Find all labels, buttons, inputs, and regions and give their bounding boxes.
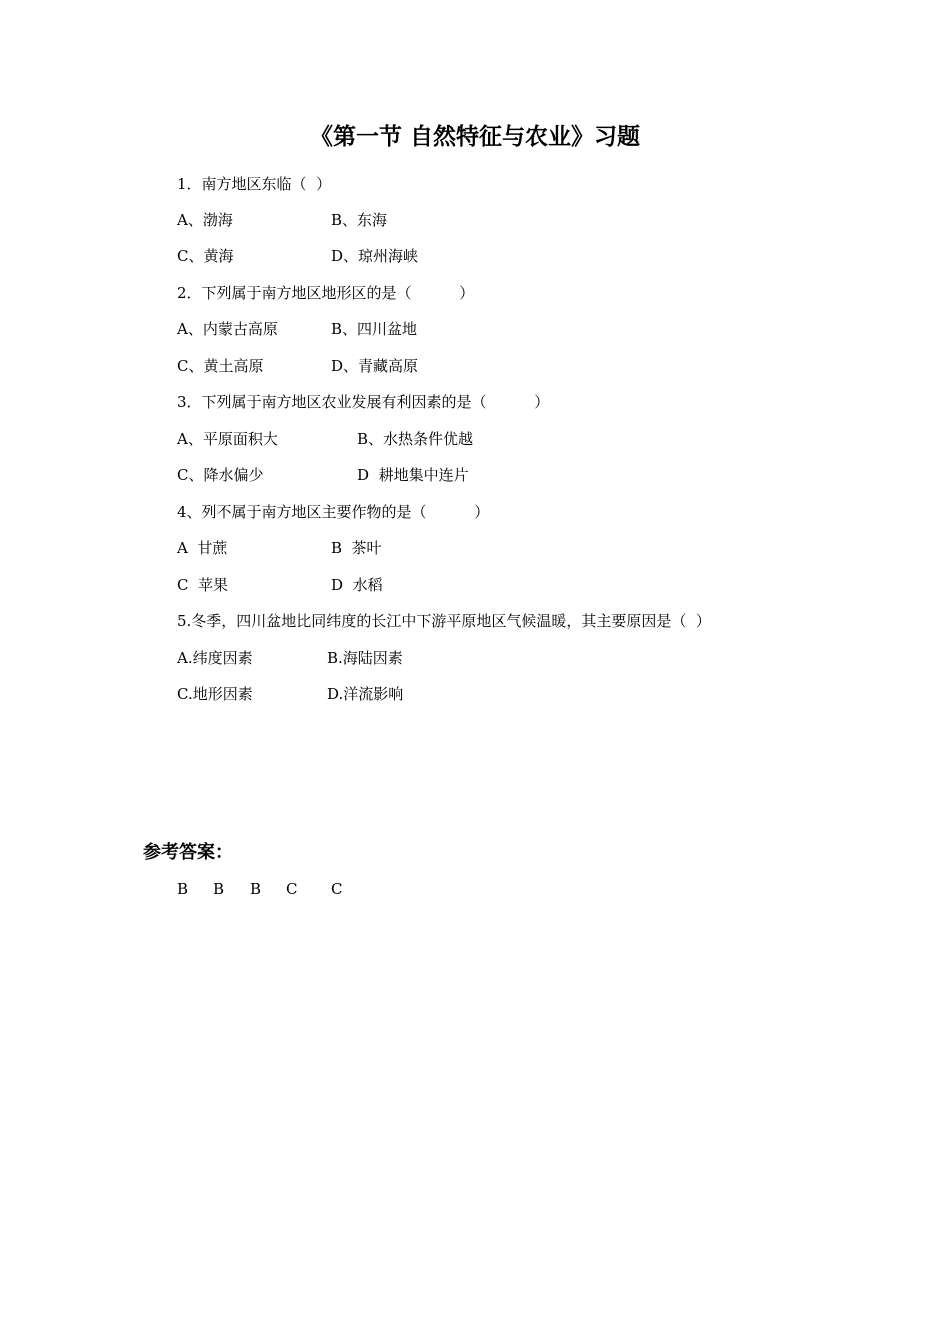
question-2-option-d: D、青藏高原: [331, 357, 419, 375]
answer-5: C: [331, 880, 343, 898]
answer-4: C: [286, 880, 298, 898]
question-5-option-d: D.洋流影响: [327, 685, 404, 703]
question-3-option-a: A、平原面积大: [177, 430, 278, 448]
question-1-stem: 1．南方地区东临（ ）: [177, 175, 332, 193]
question-3-option-b: B、水热条件优越: [357, 430, 474, 448]
question-4-option-a: A 甘蔗: [177, 539, 228, 557]
question-1-option-a: A、渤海: [177, 211, 233, 229]
question-3-option-c: C、降水偏少: [177, 466, 264, 484]
question-5-option-c: C.地形因素: [177, 685, 253, 703]
question-2-option-b: B、四川盆地: [331, 320, 418, 338]
page-title: 《第一节 自然特征与农业》习题: [309, 124, 640, 150]
question-5-option-b: B.海陆因素: [327, 649, 403, 667]
question-4-option-b: B 茶叶: [331, 539, 382, 557]
answer-3: B: [250, 880, 262, 898]
question-1-option-b: B、东海: [331, 211, 388, 229]
question-2-option-c: C、黄土高原: [177, 357, 264, 375]
question-4-stem: 4、列不属于南方地区主要作物的是（ ）: [177, 503, 490, 521]
question-2-stem: 2．下列属于南方地区地形区的是（ ）: [177, 284, 475, 302]
question-5-option-a: A.纬度因素: [177, 649, 253, 667]
question-1-option-c: C、黄海: [177, 247, 234, 265]
answer-2: B: [213, 880, 225, 898]
answer-key-heading: 参考答案：: [143, 842, 233, 863]
answer-1: B: [177, 880, 189, 898]
question-3-option-d: D 耕地集中连片: [357, 466, 469, 484]
question-4-option-d: D 水稻: [331, 576, 383, 594]
question-3-stem: 3．下列属于南方地区农业发展有利因素的是（ ）: [177, 393, 550, 411]
question-1-option-d: D、琼州海峡: [331, 247, 419, 265]
question-2-option-a: A、内蒙古高原: [177, 320, 278, 338]
question-4-option-c: C 苹果: [177, 576, 229, 594]
question-5-stem: 5.冬季，四川盆地比同纬度的长江中下游平原地区气候温暖，其主要原因是（ ）: [177, 612, 711, 630]
